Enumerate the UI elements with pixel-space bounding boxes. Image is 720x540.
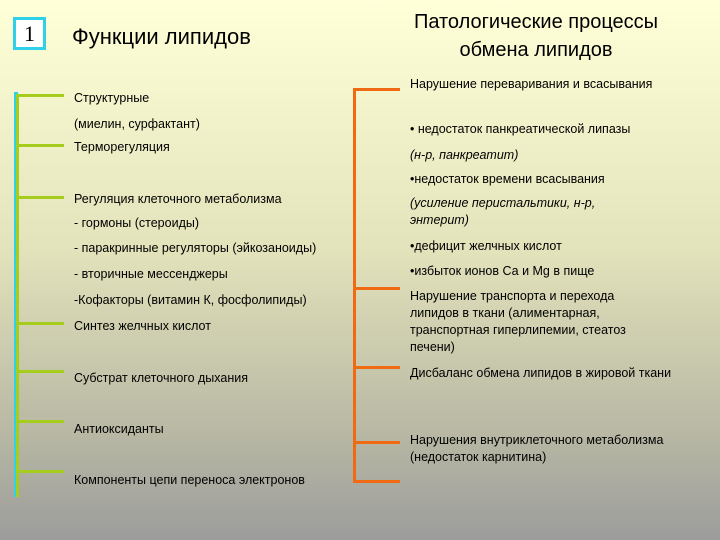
tree-tick: [16, 144, 64, 147]
function-item: Антиоксиданты: [74, 422, 164, 436]
function-item: - вторичные мессенджеры: [74, 267, 228, 281]
slide-number-box: 1: [13, 17, 46, 50]
process-bullet-note: (н-р, панкреатит): [410, 148, 519, 162]
function-item: Синтез желчных кислот: [74, 319, 211, 333]
tree-tick: [353, 480, 400, 483]
tree-tick: [353, 366, 400, 369]
function-item: Структурные: [74, 91, 150, 105]
function-item: (миелин, сурфактант): [74, 117, 200, 131]
process-transport: Нарушение транспорта и перехода липидов в ткани (алиментарная, транспортная гиперлипемии, стеатоз печени): [410, 289, 626, 354]
left-title: Функции липидов: [72, 24, 251, 49]
process-bullet: •избыток ионов Са и Mg в пище: [410, 264, 595, 278]
process-bullet-note: (усиление перистальтики, н-р, энтерит): [410, 196, 596, 227]
function-item: Компоненты цепи переноса электронов: [74, 473, 305, 487]
process-digestion: Нарушение переваривания и всасывания: [410, 77, 653, 91]
tree-tick: [16, 470, 64, 473]
tree-tick: [353, 287, 400, 290]
process-bullet: •недостаток времени всасывания: [410, 172, 605, 186]
process-bullet: •дефицит желчных кислот: [410, 239, 562, 253]
right-title: Патологические процессы обмена липидов: [413, 11, 659, 61]
processes-tree-trunk: [353, 88, 356, 483]
process-adipose: Дисбаланс обмена липидов в жировой ткани: [410, 366, 672, 380]
tree-tick: [16, 420, 64, 423]
function-item: - паракринные регуляторы (эйкозаноиды): [74, 241, 317, 255]
tree-tick: [353, 441, 400, 444]
process-intracellular: Нарушения внутриклеточного метаболизма (недостаток карнитина): [410, 433, 664, 464]
tree-tick: [16, 370, 64, 373]
tree-tick: [353, 88, 400, 91]
function-item: - гормоны (стероиды): [74, 216, 200, 230]
tree-tick: [16, 196, 64, 199]
function-item: Регуляция клеточного метаболизма: [74, 192, 282, 206]
function-item: Субстрат клеточного дыхания: [74, 371, 249, 385]
functions-tree-trunk: [16, 94, 19, 497]
function-item: -Кофакторы (витамин К, фосфолипиды): [74, 293, 307, 307]
process-bullet: • недостаток панкреатической липазы: [410, 122, 631, 136]
tree-tick: [16, 322, 64, 325]
function-item: Терморегуляция: [74, 140, 170, 154]
tree-tick: [16, 94, 64, 97]
